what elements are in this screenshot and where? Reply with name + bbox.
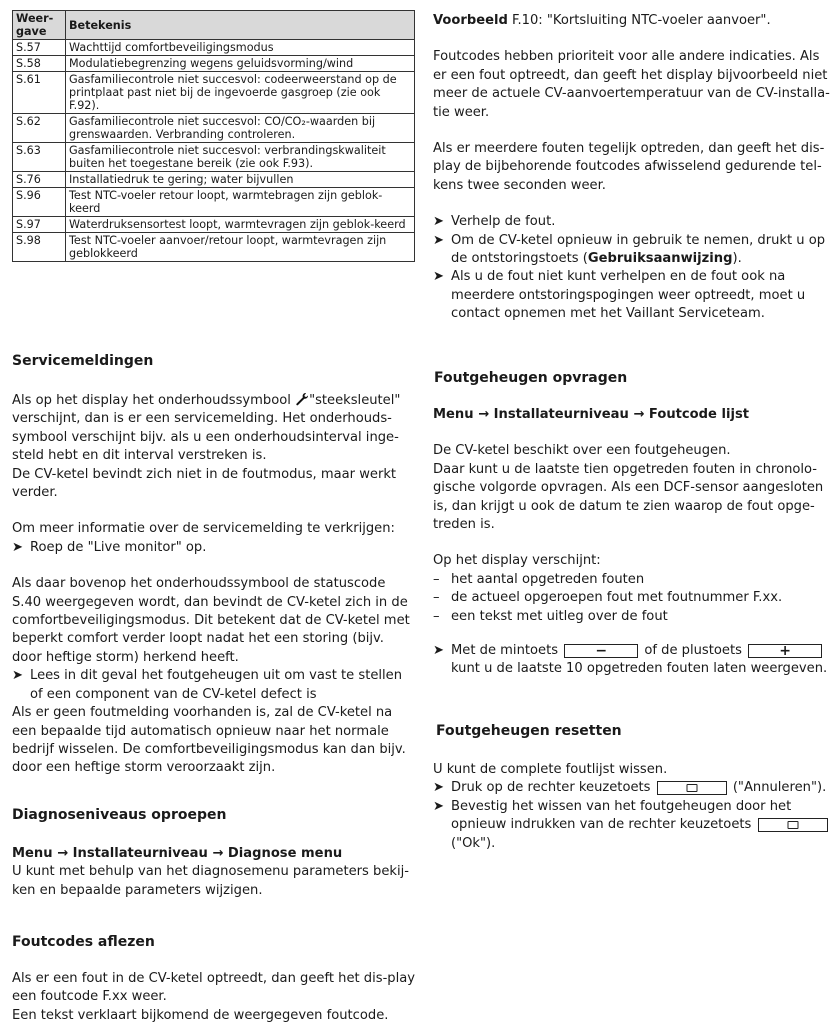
plus-key-icon: +: [748, 644, 822, 658]
service-paragraph-4: Als daar bovenop het onderhoudssymbool de statuscode S.40 weergegeven wordt, dan bevindt de CV-ketel zich in de comfortbeveiligingsmodus. Dit betekent dat de CV-ketel met beperkt comfort verder loopt nadat het een storing (bijv. door heftige storm) herkend heeft.: [12, 576, 410, 665]
reset-bullet-1: [433, 779, 833, 797]
meaning-cell: Wachttijd comfortbeveiligingsmodus: [66, 40, 415, 56]
reset-section: [433, 761, 833, 853]
bullet-text: Verhelp de fout.: [451, 214, 556, 230]
meaning-cell: Gasfamiliecontrole niet succesvol: codeerweerstand op de printplaat past niet bij de ingevoerde gasgroep (zie ook F.92).: [66, 72, 415, 114]
fix-bullet-1: [433, 213, 833, 231]
memory-paragraph-3: Op het display verschijnt:: [433, 553, 601, 569]
bullet-text-mid: of de plustoets: [644, 643, 742, 659]
fault-read-paragraph-2: Een tekst verklaart bijkomend de weergegeven foutcode.: [12, 1007, 389, 1023]
table-row: [13, 143, 415, 172]
arrow-bullet-icon: ➤: [433, 643, 444, 659]
fault-read-section: [12, 970, 416, 1025]
right-select-key-icon: [758, 818, 828, 832]
reset-paragraph: U kunt de complete foutlijst wissen.: [433, 762, 668, 777]
dash-text: het aantal opgetreden fouten: [451, 571, 645, 587]
service-paragraph-1: [12, 392, 416, 466]
memory-menu-path: Menu → Installateurniveau → Foutcode lijst: [433, 407, 750, 422]
service-section: [12, 392, 416, 778]
table-row: [13, 233, 415, 262]
meaning-cell: Test NTC-voeler retour loopt, warmtebragen zijn geblok-keerd: [66, 188, 415, 217]
arrow-bullet-icon: ➤: [433, 798, 444, 814]
meaning-cell: Waterdruksensortest loopt, warmtevragen zijn geblok-keerd: [66, 217, 415, 233]
meaning-cell: Installatiedruk te gering; water bijvullen: [66, 172, 415, 188]
arrow-bullet-icon: ➤: [433, 269, 444, 285]
bullet-text: Bevestig het wissen van het foutgeheugen door het opnieuw indrukken van de rechter keuzetoets: [451, 798, 792, 833]
example-line: [433, 12, 833, 30]
code-cell: S.63: [13, 143, 66, 172]
code-cell: S.58: [13, 56, 66, 72]
service-heading: Servicemeldingen: [12, 353, 154, 369]
memory-section: [433, 406, 833, 679]
meaning-cell: Test NTC-voeler aanvoer/retour loopt, warmtevragen zijn geblokkeerd: [66, 233, 415, 262]
code-cell: S.57: [13, 40, 66, 56]
memory-heading: Foutgeheugen opvragen: [434, 370, 628, 386]
table-row: [13, 188, 415, 217]
table-row: [13, 72, 415, 114]
reset-bullet-2: [433, 798, 833, 853]
memory-dash-item-1: – het aantal opgetreden fouten: [433, 571, 645, 587]
memory-bullet: [433, 642, 833, 679]
service-paragraph-3: Om meer informatie over de servicemelding te verkrijgen:: [12, 521, 395, 537]
manual-reference: Gebruiksaanwijzing: [587, 251, 733, 267]
table-row: [13, 172, 415, 188]
fault-read-paragraph-1: Als er een fout in de CV-ketel optreedt, dan geeft het dis-play een foutcode F.xx weer.: [12, 971, 416, 1005]
bullet-text-end: ("Annuleren").: [732, 780, 827, 796]
diag-paragraph: U kunt met behulp van het diagnosemenu parameters bekij-ken en bepaalde parameters wijzigen.: [12, 864, 409, 898]
dash-text: een tekst met uitleg over de fout: [451, 608, 668, 624]
wrench-icon: [295, 392, 309, 406]
table-row: [13, 114, 415, 143]
diag-section: [12, 845, 416, 900]
multiple-faults-paragraph: Als er meerdere fouten tegelijk optreden, dan geeft het dis-play de bijbehorende foutcodes afwisselend gedurende tel-kens twee seconden weer.: [433, 141, 825, 193]
fix-bullet-2: [433, 232, 833, 269]
fault-read-heading: Foutcodes aflezen: [12, 934, 155, 950]
service-bullet-2: [12, 667, 416, 704]
bullet-text: Om de CV-ketel opnieuw in gebruik te nemen, drukt u op de ontstoringstoets (: [451, 232, 826, 267]
minus-key-icon: −: [564, 644, 638, 658]
memory-paragraph-1: De CV-ketel beschikt over een foutgeheugen.: [433, 443, 731, 459]
diag-menu-path: Menu → Installateurniveau → Diagnose menu: [12, 846, 343, 861]
bullet-text-end: ("Ok").: [451, 835, 496, 851]
table-row: [13, 40, 415, 56]
arrow-bullet-icon: ➤: [12, 539, 23, 555]
meaning-cell: Modulatiebegrenzing wegens geluidsvorming/wind: [66, 56, 415, 72]
service-paragraph-5: Als er geen foutmelding voorhanden is, zal de CV-ketel na een bepaalde tijd automatisch opnieuw naar het normale bedrijf wisselen. De comfortbeveiligingsmodus kan dan bijv. door een heftige storm veroorzaakt zijn.: [12, 705, 406, 776]
reset-heading: Foutgeheugen resetten: [436, 723, 622, 739]
example-label: Voorbeeld: [433, 13, 508, 28]
code-cell: S.61: [13, 72, 66, 114]
fault-display-section: [433, 12, 833, 324]
code-cell: S.96: [13, 188, 66, 217]
code-cell: S.97: [13, 217, 66, 233]
code-cell: S.76: [13, 172, 66, 188]
status-code-table: [12, 10, 415, 262]
bullet-text-end: kunt u de laatste 10 opgetreden fouten laten weergeven.: [451, 661, 828, 677]
service-bullet-1: [12, 539, 416, 557]
bullet-text: Als u de fout niet kunt verhelpen en de fout ook na meerdere ontstoringspogingen weer optreedt, moet u contact opnemen met het Vaillant Serviceteam.: [451, 269, 806, 322]
fix-bullet-3: [433, 268, 833, 323]
table-row: [13, 56, 415, 72]
code-cell: S.62: [13, 114, 66, 143]
code-cell: S.98: [13, 233, 66, 262]
meaning-cell: Gasfamiliecontrole niet succesvol: CO/CO₂-waarden bij grenswaarden. Verbranding controleren.: [66, 114, 415, 143]
header-meaning: Betekenis: [66, 11, 415, 40]
table-row: [13, 217, 415, 233]
bullet-text: Met de mintoets: [451, 643, 559, 659]
diag-heading: Diagnoseniveaus oproepen: [12, 807, 227, 823]
memory-dash-item-3: – een tekst met uitleg over de fout: [433, 608, 668, 624]
arrow-bullet-icon: ➤: [433, 232, 444, 248]
service-paragraph-2: De CV-ketel bevindt zich niet in de foutmodus, maar werkt verder.: [12, 466, 397, 501]
header-display: Weer-gave: [13, 11, 66, 40]
service-p1-end: "steeksleutel" verschijnt, dan is er een servicemelding. Het onderhouds-symbool verschijnt bijv. als u een onderhoudsinterval inge-steld hebt en dit interval verstreken is.: [12, 393, 401, 464]
service-p1-start: Als op het display het onderhoudssymbool: [12, 393, 291, 408]
priority-paragraph: Foutcodes hebben prioriteit voor alle andere indicaties. Als er een fout optreedt, dan geeft het display bijvoorbeeld niet meer de actuele CV-aanvoertemperatuur van de CV-installa-tie weer.: [433, 49, 830, 120]
bullet-text: Lees in dit geval het foutgeheugen uit om vast te stellen of een component van de CV-ketel defect is: [30, 668, 403, 702]
right-select-key-icon: [657, 781, 727, 795]
dash-text: de actueel opgeroepen fout met foutnummer F.xx.: [451, 590, 783, 606]
arrow-bullet-icon: ➤: [433, 214, 444, 230]
memory-dash-item-2: – de actueel opgeroepen fout met foutnummer F.xx.: [433, 590, 783, 606]
meaning-cell: Gasfamiliecontrole niet succesvol: verbrandingskwaliteit buiten het toegestane bereik (zie ook F.93).: [66, 143, 415, 172]
memory-paragraph-2: Daar kunt u de laatste tien opgetreden fouten in chronolo-gische volgorde opvragen. Als een DCF-sensor aangesloten is, dan krijgt u ook de datum te zien waarop de fout opge-treden is.: [433, 461, 824, 533]
bullet-text: Roep de "Live monitor" op.: [30, 539, 207, 555]
bullet-text: Druk op de rechter keuzetoets: [451, 780, 651, 796]
example-text: F.10: "Kortsluiting NTC-voeler aanvoer".: [507, 13, 771, 28]
table-header-row: [13, 11, 415, 40]
arrow-bullet-icon: ➤: [12, 668, 23, 684]
bullet-text-end: ).: [732, 251, 742, 267]
arrow-bullet-icon: ➤: [433, 780, 444, 796]
